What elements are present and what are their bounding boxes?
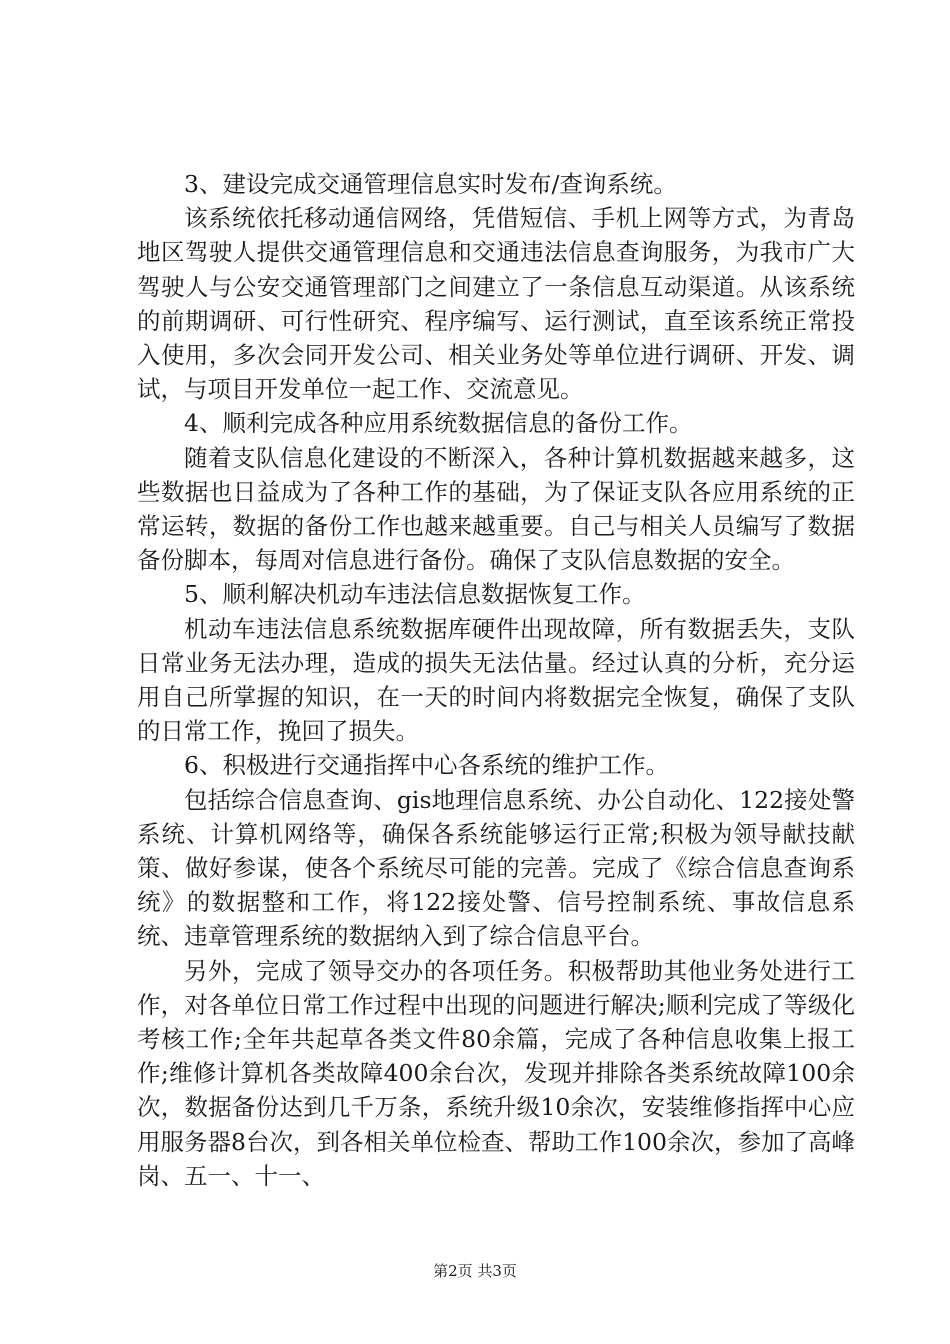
- heading-item-3: 3、建设完成交通管理信息实时发布/查询系统。: [184, 170, 677, 198]
- heading-item-4: 4、顺利完成各种应用系统数据信息的备份工作。: [184, 409, 693, 438]
- body-paragraph: 随着支队信息化建设的不断深入，各种计算机数据越来越多，这些数据也日益成为了各种工作的基础，为了保证支队各应用系统的正常运转，数据的备份工作也越来越重要。自己与相关人员编写了数据备份脚本，每周对信息进行备份。确保了支队信息数据的安全。: [137, 443, 855, 575]
- body-paragraph: 该系统依托移动通信网络，凭借短信、手机上网等方式，为青岛地区驾驶人提供交通管理信息和交通违法信息查询服务，为我市广大驾驶人与公安交通管理部门之间建立了一条信息互动渠道。从该系统的前期调研、可行性研究、程序编写、运行测试，直至该系统正常投入使用，多次会同开发公司、相关业务处等单位进行调研、开发、调试，与项目开发单位一起工作、交流意见。: [137, 204, 855, 404]
- document-body: [137, 167, 855, 1193]
- page-number-footer: 第2页 共3页: [433, 1262, 517, 1280]
- heading-item-6: 6、积极进行交通指挥中心各系统的维护工作。: [184, 751, 669, 780]
- heading-item-5: 5、顺利解决机动车违法信息数据恢复工作。: [184, 580, 646, 609]
- body-paragraph: 另外，完成了领导交办的各项任务。积极帮助其他业务处进行工作，对各单位日常工作过程中出现的问题进行解决;顺利完成了等级化考核工作;全年共起草各类文件80余篇，完成了各种信息收集上报工作;维修计算机各类故障400余台次，发现并排除各类系统故障100余次，数据备份达到几千万条，系统升级10余次，安装维修指挥中心应用服务器8台次，到各相关单位检查、帮助工作100余次，参加了高峰岗、五一、十一、: [137, 956, 855, 1190]
- body-paragraph: 机动车违法信息系统数据库硬件出现故障，所有数据丢失，支队日常业务无法办理，造成的损失无法估量。经过认真的分析，充分运用自己所掌握的知识，在一天的时间内将数据完全恢复，确保了支队的日常工作，挽回了损失。: [137, 614, 855, 746]
- body-paragraph: 包括综合信息查询、gis地理信息系统、办公自动化、122接处警系统、计算机网络等，确保各系统能够运行正常;积极为领导献技献策、做好参谋，使各个系统尽可能的完善。完成了《综合信息查询系统》的数据整和工作，将122接处警、信号控制系统、事故信息系统、违章管理系统的数据纳入到了综合信息平台。: [137, 785, 855, 951]
